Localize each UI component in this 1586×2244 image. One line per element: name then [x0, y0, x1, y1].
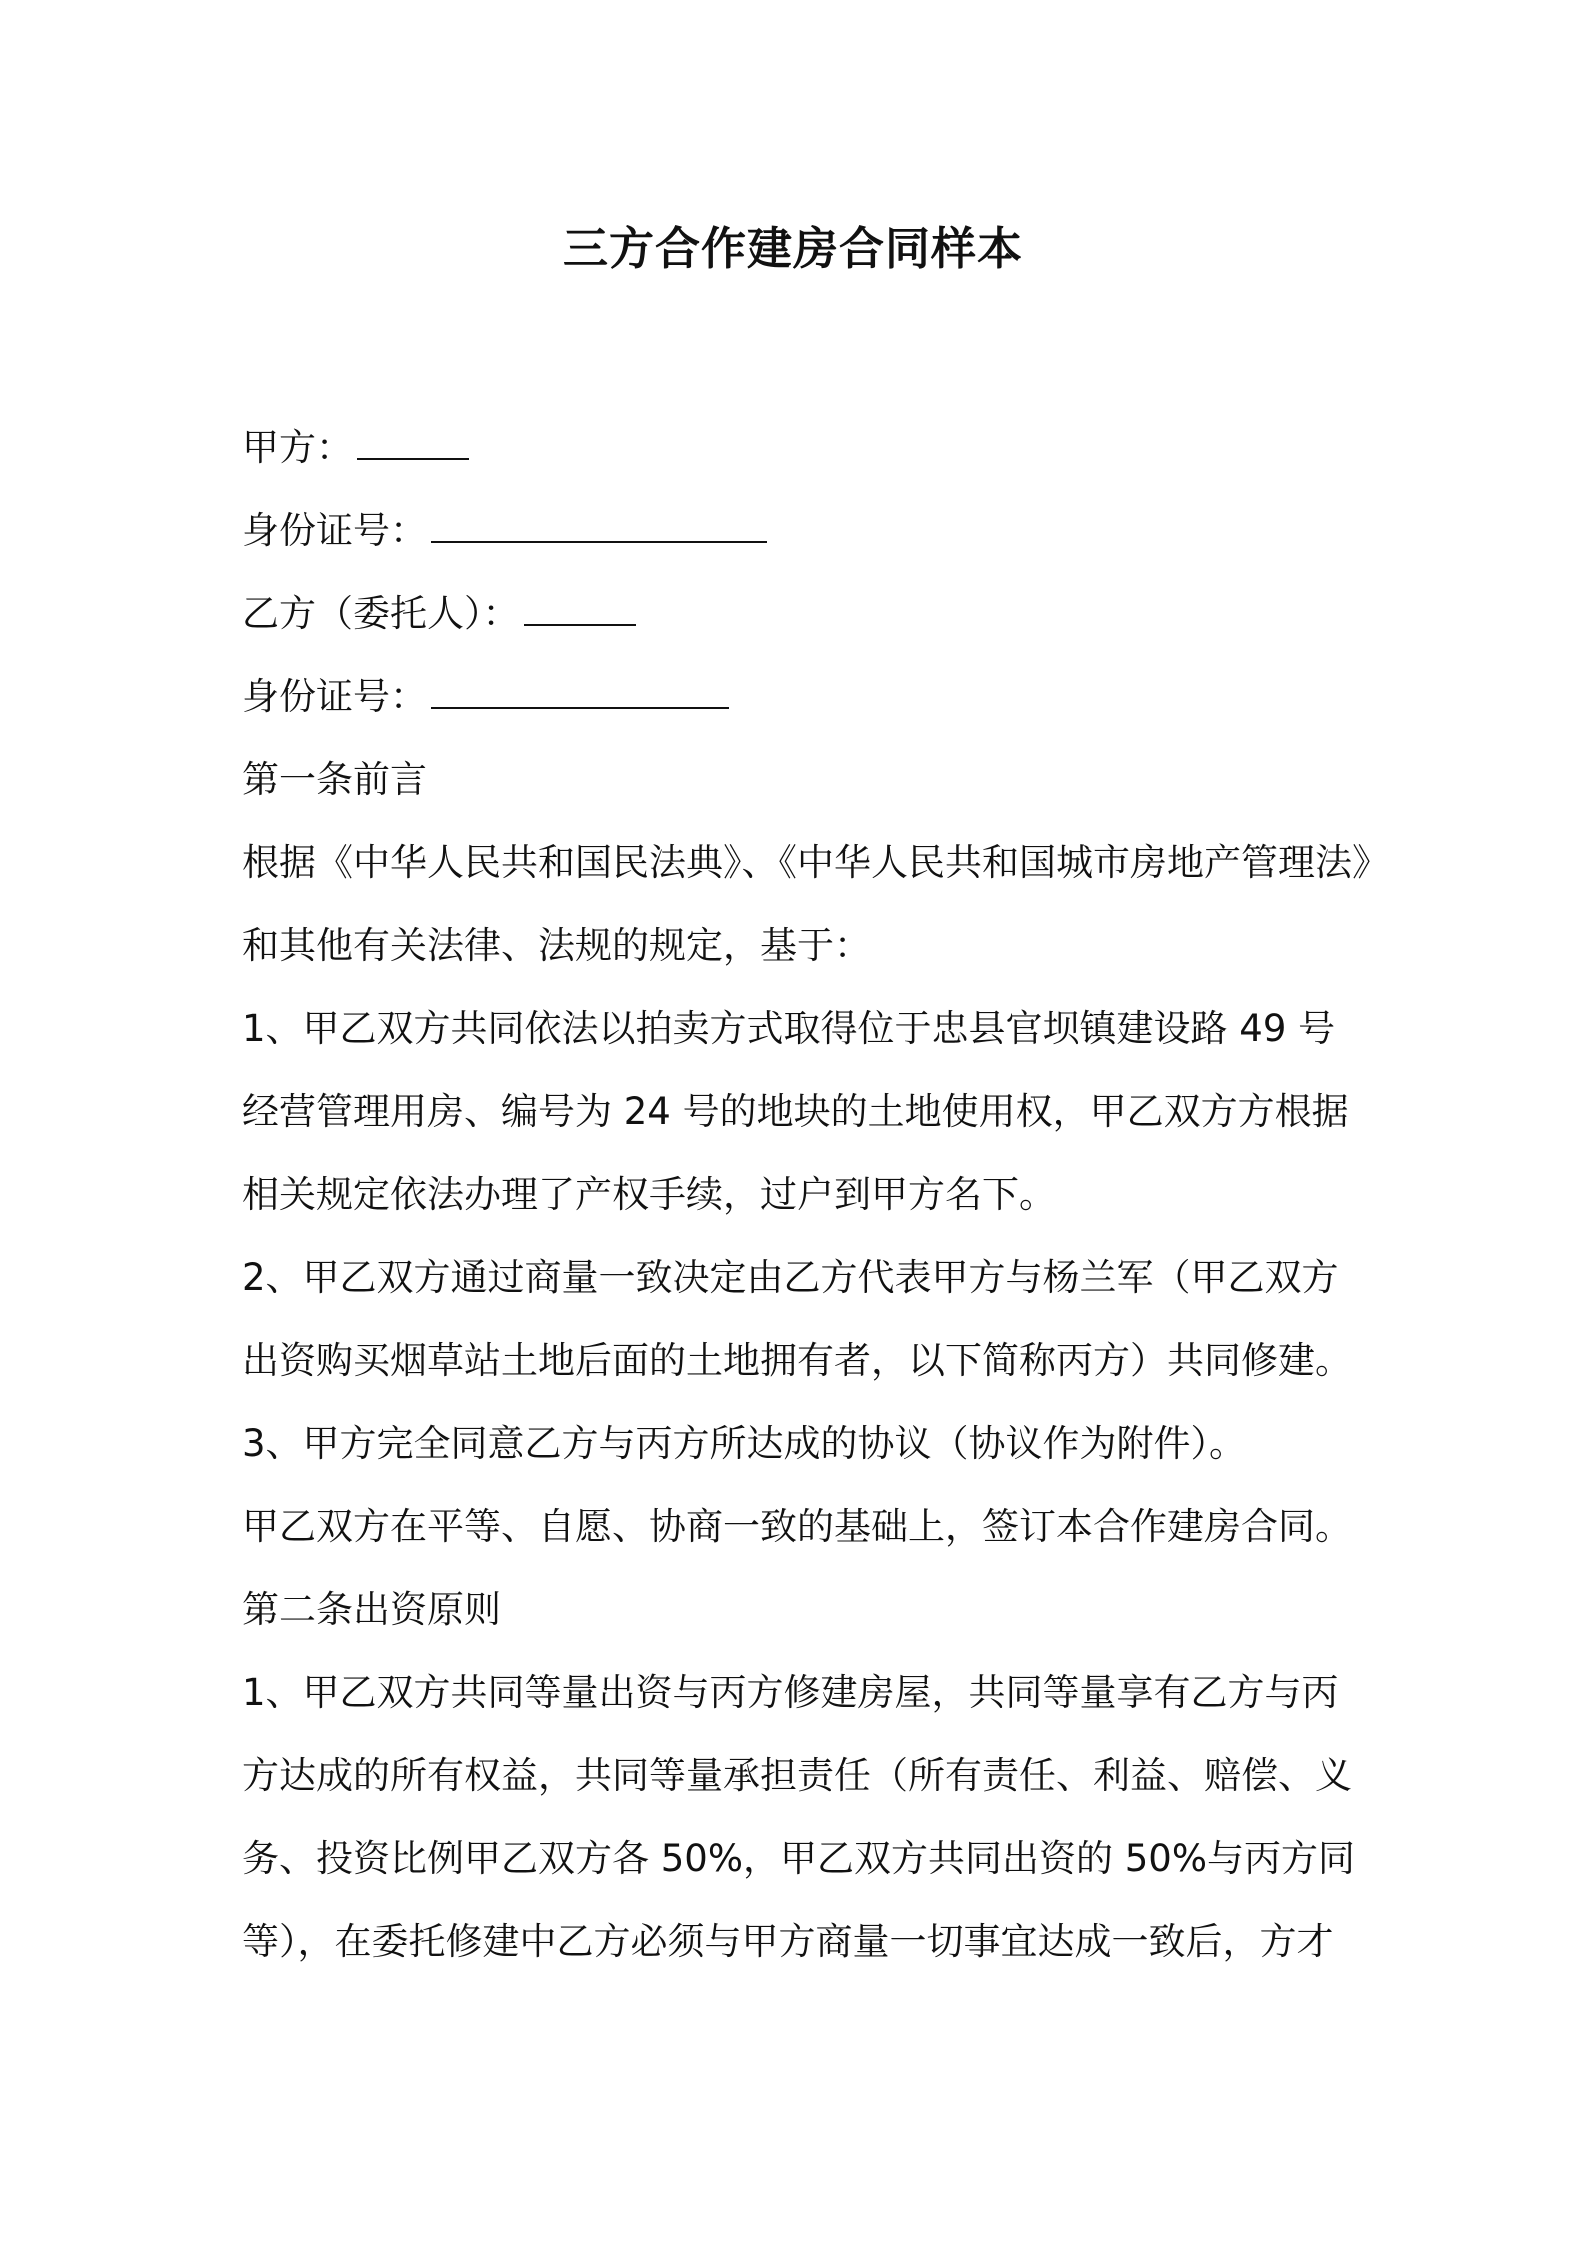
party-a-label: 甲方： [242, 426, 353, 469]
party-b-blank [524, 594, 636, 626]
id-number-line-1 [242, 489, 1362, 572]
text-line: 经营管理用房、编号为 24 号的地块的土地使用权，甲乙双方方根据 [242, 1090, 1349, 1133]
party-a-blank [357, 428, 469, 460]
party-a-line [242, 406, 1362, 489]
text-line: 相关规定依法办理了产权手续，过户到甲方名下。 [242, 1173, 1056, 1216]
text-line: 务、投资比例甲乙双方各 50%，甲乙双方共同出资的 50%与丙方同 [242, 1837, 1355, 1880]
party-b-label: 乙方（委托人）： [242, 592, 520, 635]
text-line: 甲乙双方在平等、自愿、协商一致的基础上，签订本合作建房合同。 [242, 1505, 1352, 1548]
text-line: 1、甲乙双方共同等量出资与丙方修建房屋，共同等量享有乙方与丙 [242, 1671, 1339, 1714]
id-number-blank-1 [431, 511, 767, 543]
section-heading-1: 第一条前言 [242, 758, 427, 801]
text-line: 出资购买烟草站土地后面的土地拥有者，以下简称丙方）共同修建。 [242, 1339, 1352, 1382]
text-line: 2、甲乙双方通过商量一致决定由乙方代表甲方与杨兰军（甲乙双方 [242, 1256, 1339, 1299]
text-line: 1、甲乙双方共同依法以拍卖方式取得位于忠县官坝镇建设路 49 号 [242, 1007, 1336, 1050]
party-b-line [242, 572, 1362, 655]
text-line: 根据《中华人民共和国民法典》、《中华人民共和国城市房地产管理法》 [242, 841, 1389, 884]
id-number-blank-2 [431, 677, 729, 709]
text-line: 3、甲方完全同意乙方与丙方所达成的协议（协议作为附件）。 [242, 1422, 1247, 1465]
text-line: 方达成的所有权益，共同等量承担责任（所有责任、利益、赔偿、义 [242, 1754, 1352, 1797]
id-number-label-2: 身份证号： [242, 675, 427, 718]
id-number-label-1: 身份证号： [242, 509, 427, 552]
text-line: 和其他有关法律、法规的规定，基于： [242, 924, 871, 967]
document-title: 三方合作建房合同样本 [562, 222, 1023, 275]
document-body [242, 406, 1389, 1983]
section-heading-2: 第二条出资原则 [242, 1588, 501, 1631]
text-line: 等），在委托修建中乙方必须与甲方商量一切事宜达成一致后，方才 [242, 1920, 1334, 1963]
id-number-line-2 [242, 655, 1362, 738]
